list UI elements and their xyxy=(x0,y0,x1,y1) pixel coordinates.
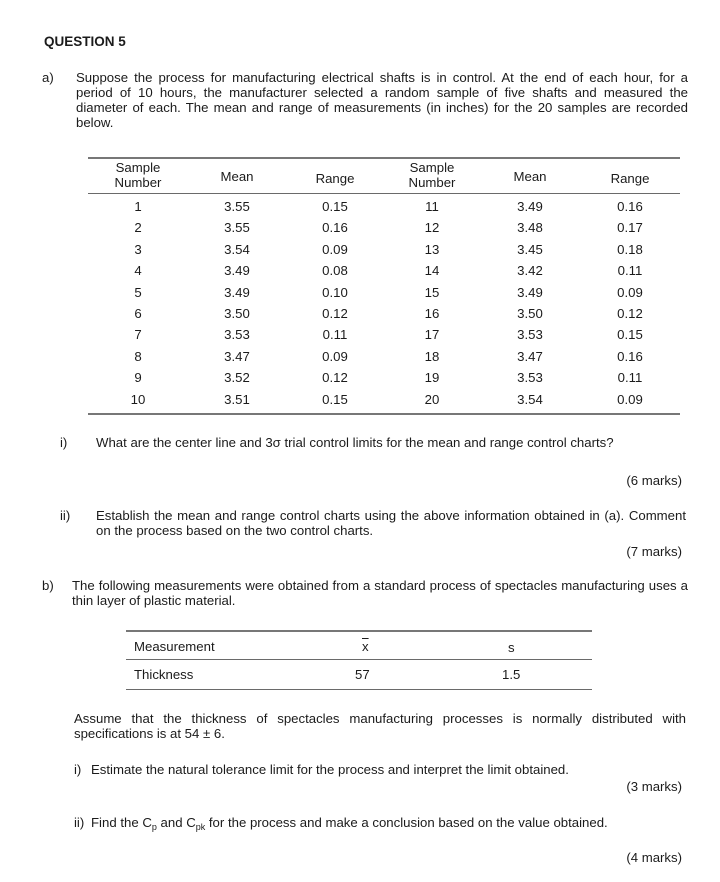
table-cell-left-mean: 3.55 xyxy=(224,199,250,214)
table-cell-left-mean: 3.47 xyxy=(224,348,250,364)
header-range-right: Range xyxy=(610,171,650,186)
table-cell-right-mean: 3.42 xyxy=(517,263,543,279)
header-sample-line1: Sample xyxy=(409,160,455,175)
table-cell-right-n: 12 xyxy=(424,220,440,236)
part-a-text: Suppose the process for manufacturing electrical shafts is in control. At the end of each hour, for a period of 10 hours, the manufacturer selected a random sample of five shafts and measured the diameter of each. The mean and range of measurements (in inches) for the 20 samples are recorded below. xyxy=(76,70,688,130)
header-range-left: Range xyxy=(315,171,355,186)
table-cell-right-range: 0.09 xyxy=(617,284,643,300)
table-cell-right-mean: 3.50 xyxy=(517,306,543,321)
table-cell-left-n: 6 xyxy=(134,306,142,321)
part-b-ii-marks: (4 marks) xyxy=(626,850,682,865)
table-b-header-rule xyxy=(126,659,592,660)
header-sample-line2: Number xyxy=(408,175,456,190)
table-cell-left-range: 0.11 xyxy=(322,327,348,343)
header-s: s xyxy=(508,640,515,655)
table-cell-left-mean: 3.54 xyxy=(224,241,250,257)
part-b-text: The following measurements were obtained from a standard process of spectacles manufacturing uses a thin layer of plastic material. xyxy=(72,578,688,608)
header-sample-number-left xyxy=(98,160,178,190)
table-cell-left-mean: 3.55 xyxy=(224,220,250,236)
table-cell-right-mean: 3.45 xyxy=(517,241,543,257)
table-b-top-rule xyxy=(126,630,592,632)
part-a-ii-label: ii) xyxy=(60,508,71,523)
table-cell-left-n: 3 xyxy=(134,241,142,257)
table-cell-left-range: 0.12 xyxy=(322,306,348,321)
table-cell-right-mean: 3.53 xyxy=(517,370,543,386)
part-a-i-label: i) xyxy=(60,435,68,450)
table-header-rule xyxy=(88,193,680,194)
table-cell-right-n: 19 xyxy=(424,370,440,386)
part-a-i-marks: (6 marks) xyxy=(626,473,682,488)
table-cell-left-range: 0.10 xyxy=(322,284,348,300)
part-b-i-text: Estimate the natural tolerance limit for the process and interpret the limit obtained. xyxy=(91,762,569,777)
cpk-text-mid: and C xyxy=(156,815,196,830)
table-cell-right-range: 0.11 xyxy=(617,263,643,279)
part-b-ii-label: ii) xyxy=(74,815,85,830)
row-thickness-s: 1.5 xyxy=(502,667,521,682)
table-cell-right-range: 0.15 xyxy=(617,327,643,343)
table-bottom-rule xyxy=(88,413,680,415)
table-cell-left-range: 0.15 xyxy=(322,391,348,407)
table-cell-left-range: 0.08 xyxy=(322,263,348,279)
table-cell-right-mean: 3.54 xyxy=(517,391,543,407)
cpk-subscript: pk xyxy=(195,822,206,832)
table-cell-right-n: 20 xyxy=(424,391,440,407)
cp-subscript: p xyxy=(151,822,157,832)
table-b-bottom-rule xyxy=(126,689,592,690)
table-cell-right-range: 0.18 xyxy=(617,241,643,257)
table-cell-left-mean: 3.50 xyxy=(224,306,250,321)
header-sample-line2: Number xyxy=(114,175,162,190)
table-cell-left-n: 5 xyxy=(134,284,142,300)
header-mean-right: Mean xyxy=(513,169,547,184)
table-cell-right-n: 16 xyxy=(424,306,440,321)
cp-text-after: for the process and make a conclusion based on the value obtained. xyxy=(205,815,608,830)
table-cell-left-mean: 3.53 xyxy=(224,327,250,343)
table-cell-left-mean: 3.51 xyxy=(224,391,250,407)
table-cell-right-range: 0.09 xyxy=(617,391,643,407)
table-cell-left-range: 0.15 xyxy=(322,199,348,214)
table-cell-left-mean: 3.49 xyxy=(224,284,250,300)
part-a-ii-marks: (7 marks) xyxy=(626,544,682,559)
table-cell-left-range: 0.09 xyxy=(322,241,348,257)
table-cell-right-n: 15 xyxy=(424,284,440,300)
table-cell-right-mean: 3.48 xyxy=(517,220,543,236)
header-xbar: $\overline{x}$ xyxy=(362,639,369,654)
part-b-label: b) xyxy=(42,578,54,593)
header-measurement: Measurement xyxy=(134,639,215,654)
part-a-ii-text: Establish the mean and range control charts using the above information obtained in (a). Comment on the process based on the two control charts. xyxy=(96,508,686,538)
part-a-i-text: What are the center line and 3σ trial control limits for the mean and range control charts? xyxy=(96,435,614,450)
table-cell-left-n: 7 xyxy=(134,327,142,343)
table-cell-right-mean: 3.53 xyxy=(517,327,543,343)
table-cell-left-range: 0.09 xyxy=(322,348,348,364)
table-top-rule xyxy=(88,157,680,159)
header-sample-number-right xyxy=(392,160,472,190)
table-cell-left-n: 2 xyxy=(134,220,142,236)
table-cell-right-mean: 3.49 xyxy=(517,199,543,214)
table-cell-left-n: 8 xyxy=(134,348,142,364)
table-cell-right-n: 17 xyxy=(424,327,440,343)
table-cell-left-mean: 3.52 xyxy=(224,370,250,386)
header-sample-line1: Sample xyxy=(115,160,161,175)
table-cell-right-n: 11 xyxy=(425,199,439,214)
table-cell-right-range: 0.17 xyxy=(617,220,643,236)
table-cell-left-n: 1 xyxy=(134,199,142,214)
table-cell-left-n: 10 xyxy=(130,391,146,407)
table-cell-right-range: 0.12 xyxy=(617,306,643,321)
part-b-i-label: i) xyxy=(74,762,82,777)
table-cell-left-range: 0.16 xyxy=(322,220,348,236)
part-b-ii-text xyxy=(91,815,687,832)
header-mean-left: Mean xyxy=(220,169,254,184)
table-cell-right-range: 0.16 xyxy=(617,199,643,214)
question-title: QUESTION 5 xyxy=(44,34,126,49)
part-b-assumption: Assume that the thickness of spectacles manufacturing processes is normally distributed with specifications is at 54 ± 6. xyxy=(74,711,686,741)
table-cell-right-range: 0.16 xyxy=(617,348,643,364)
cp-text-before: Find the C xyxy=(91,815,152,830)
part-b-i-marks: (3 marks) xyxy=(626,779,682,794)
table-cell-right-n: 13 xyxy=(424,241,440,257)
table-cell-left-range: 0.12 xyxy=(322,370,348,386)
part-a-label: a) xyxy=(42,70,54,85)
table-cell-left-n: 4 xyxy=(134,263,142,279)
table-cell-left-mean: 3.49 xyxy=(224,263,250,279)
table-cell-right-mean: 3.49 xyxy=(517,284,543,300)
table-cell-right-mean: 3.47 xyxy=(517,348,543,364)
table-cell-right-n: 14 xyxy=(424,263,440,279)
table-cell-left-n: 9 xyxy=(134,370,142,386)
row-thickness-label: Thickness xyxy=(134,667,194,682)
table-cell-right-range: 0.11 xyxy=(617,370,643,386)
table-cell-right-n: 18 xyxy=(424,348,440,364)
row-thickness-xbar: 57 xyxy=(355,667,370,682)
